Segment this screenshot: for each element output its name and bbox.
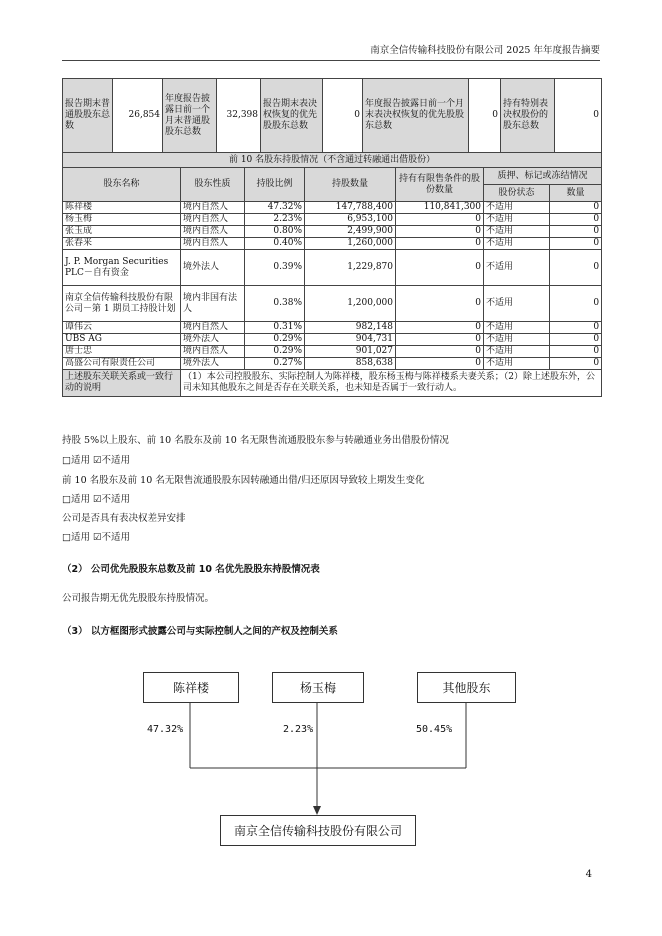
table-cell-restricted: 0 bbox=[396, 226, 484, 238]
section-2-title: （2） 公司优先股股东总数及前 10 名优先股股东持股情况表 bbox=[62, 564, 320, 575]
table-cell-status: 不适用 bbox=[484, 250, 550, 286]
table-cell-status: 不适用 bbox=[484, 286, 550, 322]
table-cell-status: 不适用 bbox=[484, 238, 550, 250]
table-cell-amount: 982,148 bbox=[305, 322, 396, 334]
table-cell-restricted: 0 bbox=[396, 334, 484, 346]
table-cell-name: 谭伟云 bbox=[63, 322, 181, 334]
relation-text: （1）本公司控股股东、实际控制人为陈祥楼，股东杨玉梅与陈祥楼系夫妻关系；（2）除上述股东外，公司未知其他股东之间是否存在关联关系，也未知是否属于一致行动人。 bbox=[181, 370, 602, 397]
table-cell-qty: 0 bbox=[550, 322, 602, 334]
table-cell-ratio: 0.40% bbox=[245, 238, 305, 250]
table-cell-amount: 1,229,870 bbox=[305, 250, 396, 286]
table-cell-nature: 境内自然人 bbox=[181, 214, 245, 226]
table-cell-qty: 0 bbox=[550, 250, 602, 286]
note-option: □适用 ☑不适用 bbox=[62, 494, 131, 505]
table-cell-restricted: 0 bbox=[396, 250, 484, 286]
company-box: 南京全信传输科技股份有限公司 bbox=[220, 815, 416, 846]
table-cell-qty: 0 bbox=[550, 334, 602, 346]
summary-label: 持有特别表决权股份的股东总数 bbox=[501, 79, 555, 153]
table-cell-ratio: 0.39% bbox=[245, 250, 305, 286]
table-cell-qty: 0 bbox=[550, 214, 602, 226]
table-cell-nature: 境外法人 bbox=[181, 334, 245, 346]
summary-label: 报告期末表决权恢复的优先股股东总数 bbox=[261, 79, 323, 153]
table-cell-qty: 0 bbox=[550, 346, 602, 358]
table-cell-name: 陈祥楼 bbox=[63, 202, 181, 214]
table-cell-status: 不适用 bbox=[484, 358, 550, 370]
summary-value: 32,398 bbox=[217, 79, 261, 153]
table-cell-nature: 境内自然人 bbox=[181, 226, 245, 238]
table-cell-status: 不适用 bbox=[484, 346, 550, 358]
table-cell-name: 张春来 bbox=[63, 238, 181, 250]
table-cell-amount: 1,260,000 bbox=[305, 238, 396, 250]
table-cell-status: 不适用 bbox=[484, 322, 550, 334]
table-cell-nature: 境内自然人 bbox=[181, 322, 245, 334]
header-nature: 股东性质 bbox=[181, 168, 245, 202]
table-cell-qty: 0 bbox=[550, 238, 602, 250]
table-cell-restricted: 0 bbox=[396, 214, 484, 226]
table-cell-ratio: 0.38% bbox=[245, 286, 305, 322]
table-cell-qty: 0 bbox=[550, 226, 602, 238]
note-option: □适用 ☑不适用 bbox=[62, 532, 131, 543]
table-cell-restricted: 0 bbox=[396, 238, 484, 250]
note-text: 前 10 名股东及前 10 名无限售流通股股东因转融通出借/归还原因导致较上期发生变化 bbox=[62, 475, 425, 486]
table-cell-amount: 6,953,100 bbox=[305, 214, 396, 226]
summary-label: 年度报告披露日前一个月末表决权恢复的优先股股东总数 bbox=[363, 79, 469, 153]
summary-label: 报告期末普通股股东总数 bbox=[63, 79, 113, 153]
table-cell-name: 南京全信传输科技股份有限公司－第 1 期员工持股计划 bbox=[63, 286, 181, 322]
table-cell-amount: 2,499,900 bbox=[305, 226, 396, 238]
table-cell-nature: 境内非国有法人 bbox=[181, 286, 245, 322]
table-cell-ratio: 0.29% bbox=[245, 334, 305, 346]
table-cell-name: 高盛公司有限责任公司 bbox=[63, 358, 181, 370]
relation-label: 上述股东关联关系或一致行动的说明 bbox=[63, 370, 181, 397]
header-ratio: 持股比例 bbox=[245, 168, 305, 202]
table-cell-status: 不适用 bbox=[484, 214, 550, 226]
section-3-title: （3） 以方框图形式披露公司与实际控制人之间的产权及控制关系 bbox=[62, 626, 338, 637]
holder-box: 其他股东 bbox=[417, 672, 516, 703]
table-cell-ratio: 0.31% bbox=[245, 322, 305, 334]
table-cell-name: J. P. Morgan Securities PLC－自有资金 bbox=[63, 250, 181, 286]
header-name: 股东名称 bbox=[63, 168, 181, 202]
table-cell-ratio: 0.29% bbox=[245, 346, 305, 358]
holder-percentage: 47.32% bbox=[147, 724, 184, 735]
table-cell-name: UBS AG bbox=[63, 334, 181, 346]
note-option: □适用 ☑不适用 bbox=[62, 455, 131, 466]
holder-box: 陈祥楼 bbox=[143, 672, 239, 703]
table-cell-restricted: 0 bbox=[396, 322, 484, 334]
table-cell-nature: 境内自然人 bbox=[181, 202, 245, 214]
table-cell-ratio: 2.23% bbox=[245, 214, 305, 226]
page-number: 4 bbox=[585, 869, 592, 880]
table-cell-status: 不适用 bbox=[484, 202, 550, 214]
table-cell-amount: 904,731 bbox=[305, 334, 396, 346]
table-cell-name: 杨玉梅 bbox=[63, 214, 181, 226]
table-cell-status: 不适用 bbox=[484, 334, 550, 346]
table-cell-qty: 0 bbox=[550, 286, 602, 322]
header-status: 股份状态 bbox=[484, 185, 550, 202]
table-cell-qty: 0 bbox=[550, 358, 602, 370]
holder-percentage: 50.45% bbox=[416, 724, 453, 735]
table-cell-ratio: 0.80% bbox=[245, 226, 305, 238]
table-cell-nature: 境外法人 bbox=[181, 250, 245, 286]
top10-title: 前 10 名股东持股情况（不含通过转融通出借股份） bbox=[63, 153, 602, 168]
note-text: 持股 5%以上股东、前 10 名股东及前 10 名无限售流通股股东参与转融通业务出借股份情况 bbox=[62, 435, 449, 446]
table-cell-nature: 境内自然人 bbox=[181, 346, 245, 358]
section-2-body: 公司报告期无优先股股东持股情况。 bbox=[62, 593, 215, 604]
page-header: 南京全信传输科技股份有限公司 2025 年年度报告摘要 bbox=[370, 45, 600, 56]
table-cell-amount: 147,788,400 bbox=[305, 202, 396, 214]
table-cell-restricted: 110,841,300 bbox=[396, 202, 484, 214]
summary-value: 0 bbox=[555, 79, 602, 153]
holder-box: 杨玉梅 bbox=[272, 672, 364, 703]
table-cell-restricted: 0 bbox=[396, 286, 484, 322]
table-cell-restricted: 0 bbox=[396, 346, 484, 358]
note-text: 公司是否具有表决权差异安排 bbox=[62, 513, 186, 524]
table-cell-status: 不适用 bbox=[484, 226, 550, 238]
header-restricted: 持有有限售条件的股份数量 bbox=[396, 168, 484, 202]
table-cell-name: 唐士忠 bbox=[63, 346, 181, 358]
table-cell-amount: 1,200,000 bbox=[305, 286, 396, 322]
holder-percentage: 2.23% bbox=[283, 724, 314, 735]
table-cell-name: 张玉成 bbox=[63, 226, 181, 238]
header-qty: 数量 bbox=[550, 185, 602, 202]
table-cell-ratio: 0.27% bbox=[245, 358, 305, 370]
summary-value: 26,854 bbox=[113, 79, 163, 153]
table-cell-nature: 境内自然人 bbox=[181, 238, 245, 250]
table-cell-restricted: 0 bbox=[396, 358, 484, 370]
header-amount: 持股数量 bbox=[305, 168, 396, 202]
summary-label: 年度报告披露日前一个月末普通股股东总数 bbox=[163, 79, 217, 153]
table-cell-ratio: 47.32% bbox=[245, 202, 305, 214]
table-cell-amount: 858,638 bbox=[305, 358, 396, 370]
table-cell-amount: 901,027 bbox=[305, 346, 396, 358]
table-cell-nature: 境外法人 bbox=[181, 358, 245, 370]
summary-value: 0 bbox=[469, 79, 501, 153]
header-pledge-group: 质押、标记或冻结情况 bbox=[484, 168, 602, 185]
summary-value: 0 bbox=[323, 79, 363, 153]
table-cell-qty: 0 bbox=[550, 202, 602, 214]
